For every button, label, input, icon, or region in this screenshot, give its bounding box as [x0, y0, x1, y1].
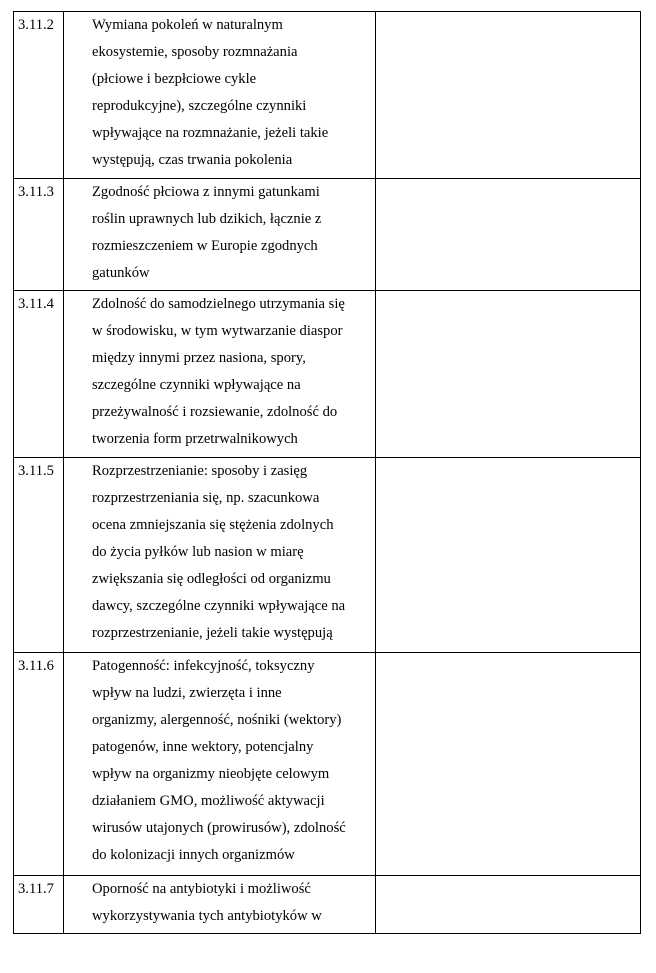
- description-line: w środowisku, w tym wytwarzanie diaspor: [92, 323, 343, 339]
- description-line: Rozprzestrzenianie: sposoby i zasięg: [92, 463, 308, 479]
- item-number: 3.11.5: [14, 458, 64, 653]
- description-line: ekosystemie, sposoby rozmnażania: [92, 44, 298, 60]
- description-line: przeżywalność i rozsiewanie, zdolność do: [92, 404, 338, 420]
- answer-cell[interactable]: [376, 291, 641, 458]
- table-row: [14, 291, 641, 458]
- description-line: rozprzestrzeniania się, np. szacunkowa: [92, 490, 320, 506]
- item-description: [64, 876, 376, 934]
- table-row: [14, 876, 641, 934]
- description-line: Zgodność płciowa z innymi gatunkami: [92, 184, 320, 200]
- answer-cell[interactable]: [376, 653, 641, 876]
- table-row: [14, 179, 641, 291]
- item-description: [64, 179, 376, 291]
- description-line: dawcy, szczególne czynniki wpływające na: [92, 598, 346, 614]
- description-line: występują, czas trwania pokolenia: [92, 152, 293, 168]
- description-line: Zdolność do samodzielnego utrzymania się: [92, 296, 345, 312]
- item-description: [64, 653, 376, 876]
- description-line: Oporność na antybiotyki i możliwość: [92, 881, 311, 897]
- description-line: wykorzystywania tych antybiotyków w: [92, 908, 322, 924]
- item-description: [64, 291, 376, 458]
- item-description: [64, 12, 376, 179]
- description-line: między innymi przez nasiona, spory,: [92, 350, 306, 366]
- description-line: roślin uprawnych lub dzikich, łącznie z: [92, 211, 322, 227]
- description-line: do życia pyłków lub nasion w miarę: [92, 544, 304, 560]
- description-line: patogenów, inne wektory, potencjalny: [92, 739, 314, 755]
- description-line: do kolonizacji innych organizmów: [92, 847, 295, 863]
- description-line: działaniem GMO, możliwość aktywacji: [92, 793, 325, 809]
- answer-cell[interactable]: [376, 876, 641, 934]
- description-line: wpływ na organizmy nieobjęte celowym: [92, 766, 330, 782]
- item-description: [64, 458, 376, 653]
- item-number: 3.11.3: [14, 179, 64, 291]
- description-line: wirusów utajonych (prowirusów), zdolność: [92, 820, 346, 836]
- description-line: reprodukcyjne), szczególne czynniki: [92, 98, 307, 114]
- description-line: organizmy, alergenność, nośniki (wektory): [92, 712, 342, 728]
- table-row: [14, 12, 641, 179]
- description-line: wpływ na ludzi, zwierzęta i inne: [92, 685, 282, 701]
- form-table: [13, 11, 641, 934]
- description-line: ocena zmniejszania się stężenia zdolnych: [92, 517, 334, 533]
- description-line: tworzenia form przetrwalnikowych: [92, 431, 298, 447]
- item-number: 3.11.7: [14, 876, 64, 934]
- description-line: rozmieszczeniem w Europie zgodnych: [92, 238, 318, 254]
- description-line: szczególne czynniki wpływające na: [92, 377, 301, 393]
- table-row: [14, 458, 641, 653]
- item-number: 3.11.2: [14, 12, 64, 179]
- description-line: gatunków: [92, 265, 150, 281]
- answer-cell[interactable]: [376, 12, 641, 179]
- description-line: zwiększania się odległości od organizmu: [92, 571, 331, 587]
- table-row: [14, 653, 641, 876]
- description-line: wpływające na rozmnażanie, jeżeli takie: [92, 125, 329, 141]
- item-number: 3.11.4: [14, 291, 64, 458]
- description-line: Patogenność: infekcyjność, toksyczny: [92, 658, 315, 674]
- description-line: Wymiana pokoleń w naturalnym: [92, 17, 283, 33]
- answer-cell[interactable]: [376, 458, 641, 653]
- table-body: [14, 12, 641, 934]
- item-number: 3.11.6: [14, 653, 64, 876]
- answer-cell[interactable]: [376, 179, 641, 291]
- description-line: (płciowe i bezpłciowe cykle: [92, 71, 257, 87]
- description-line: rozprzestrzenianie, jeżeli takie występują: [92, 625, 333, 641]
